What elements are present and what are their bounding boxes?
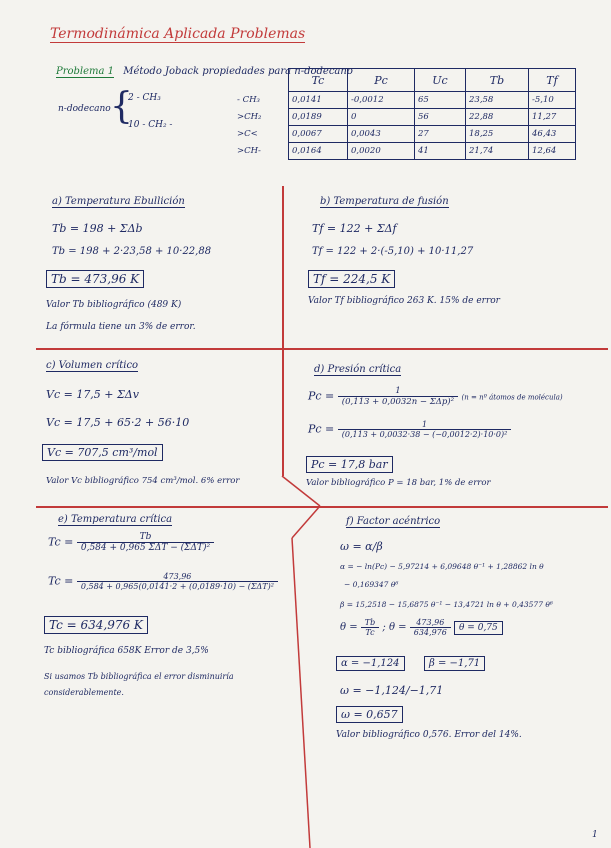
tc-lhs-2: Tc = bbox=[48, 574, 74, 588]
section-c-eq1: Vc = 17,5 + ΣΔv bbox=[46, 388, 139, 401]
section-b-eq2: Tf = 122 + 2·(-5,10) + 10·11,27 bbox=[312, 246, 474, 257]
section-a-eq1: Tb = 198 + ΣΔb bbox=[52, 222, 143, 235]
section-d-result: Pc = 17,8 bar bbox=[306, 456, 393, 473]
group-2: 10 - CH₂ - bbox=[128, 120, 173, 130]
table-cell: - CH₃ bbox=[237, 95, 260, 105]
pc-numerator-2: 1 bbox=[338, 420, 512, 430]
group-1: 2 - CH₃ bbox=[128, 93, 161, 103]
table-cell: 56 bbox=[415, 109, 466, 126]
section-c-eq2: Vc = 17,5 + 65·2 + 56·10 bbox=[46, 416, 190, 429]
section-f-eq1: ω = α/β bbox=[340, 540, 383, 553]
theta-denominator: Tc bbox=[365, 628, 375, 637]
tc-denominator-2: 0,584 + 0,965(0,0141·2 + (0,0189·10) − (ΣΔT)² bbox=[80, 582, 274, 591]
table-cell: -0,0012 bbox=[348, 92, 415, 109]
pc-denominator-1: (0,113 + 0,0032n − ΣΔp)² bbox=[341, 397, 455, 407]
theta-denominator-2: 634,976 bbox=[413, 628, 447, 637]
problem-label: Problema 1 bbox=[56, 66, 115, 77]
page-number: 1 bbox=[592, 830, 598, 840]
section-b-eq1: Tf = 122 + ΣΔf bbox=[312, 222, 397, 235]
table-cell: 0,0141 bbox=[289, 92, 348, 109]
pc-lhs-2: Pc = bbox=[308, 422, 335, 436]
section-b-note: Valor Tf bibliográfico 263 K. 15% de error bbox=[308, 296, 500, 306]
section-c-result: Vc = 707,5 cm³/mol bbox=[42, 444, 163, 461]
table-cell: 46,43 bbox=[529, 126, 576, 143]
section-d-note: Valor bibliográfico P = 18 bar, 1% de error bbox=[306, 478, 491, 488]
table-cell: 21,74 bbox=[466, 143, 529, 160]
section-f-heading: f) Factor acéntrico bbox=[346, 516, 441, 527]
section-e-note1: Tc bibliográfica 658K Error de 3,5% bbox=[44, 646, 209, 656]
compound-name: n-dodecano bbox=[58, 104, 111, 114]
section-e-note2: Si usamos Tb bibliográfica el error disminuiría bbox=[44, 672, 234, 681]
section-d-formula2 bbox=[308, 420, 511, 439]
theta-result: θ = 0,75 bbox=[454, 621, 503, 635]
brace-glyph: { bbox=[110, 86, 133, 127]
section-a-heading: a) Temperatura Ebullición bbox=[52, 196, 185, 207]
table-cell: -5,10 bbox=[529, 92, 576, 109]
pc-numerator: 1 bbox=[338, 386, 458, 397]
theta-fraction-2 bbox=[410, 618, 451, 637]
table-cell: 65 bbox=[415, 92, 466, 109]
beta-result: β = −1,71 bbox=[424, 656, 485, 671]
tc-lhs: Tc = bbox=[48, 535, 74, 549]
table-cell: 27 bbox=[415, 126, 466, 143]
omega-equation: ω = −1,124/−1,71 bbox=[340, 684, 444, 697]
section-d-formula1 bbox=[308, 386, 563, 407]
section-a-eq2: Tb = 198 + 2·23,58 + 10·22,88 bbox=[52, 246, 212, 257]
theta-numerator: Tb bbox=[361, 618, 379, 628]
table-header: Tf bbox=[529, 69, 576, 92]
table-cell: 18,25 bbox=[466, 126, 529, 143]
section-a-note1: Valor Tb bibliográfico (489 K) bbox=[46, 300, 182, 310]
section-f-note: Valor bibliográfico 0,576. Error del 14%. bbox=[336, 730, 522, 740]
table-header: Tb bbox=[466, 69, 529, 92]
table-cell: 0,0067 bbox=[289, 126, 348, 143]
theta-lhs: θ = bbox=[340, 622, 358, 633]
pc-fraction-1 bbox=[338, 386, 458, 407]
section-a-note2: La fórmula tiene un 3% de error. bbox=[46, 322, 196, 332]
table-cell: 0,0043 bbox=[348, 126, 415, 143]
table-cell: 0,0189 bbox=[289, 109, 348, 126]
section-e-formula1 bbox=[48, 532, 214, 553]
section-b-heading: b) Temperatura de fusión bbox=[320, 196, 449, 207]
table-cell: >C< bbox=[237, 129, 258, 139]
table-header: Pc bbox=[348, 69, 415, 92]
section-e-result: Tc = 634,976 K bbox=[44, 616, 148, 634]
tc-fraction-1 bbox=[77, 532, 214, 553]
section-c-heading: c) Volumen crítico bbox=[46, 360, 139, 371]
table-cell: 0,0020 bbox=[348, 143, 415, 160]
pc-condition: (n = nº átomos de molécula) bbox=[461, 393, 563, 402]
omega-result: ω = 0,657 bbox=[336, 706, 403, 723]
section-b-result: Tf = 224,5 K bbox=[308, 270, 395, 288]
section-d-heading: d) Presión crítica bbox=[314, 364, 402, 375]
problem-statement: Método Joback propiedades para n-dodecano bbox=[123, 66, 353, 77]
table-cell: 11,27 bbox=[529, 109, 576, 126]
tc-numerator-2: 473,96 bbox=[77, 572, 278, 582]
theta-mid: ; θ = bbox=[382, 622, 407, 633]
section-a-result: Tb = 473,96 K bbox=[46, 270, 144, 288]
section-f-eq2: α = − ln(Pc) − 5,97214 + 6,09648 θ⁻¹ + 1,28862 ln θ bbox=[340, 562, 544, 571]
table-cell: 12,64 bbox=[529, 143, 576, 160]
pc-fraction-2 bbox=[338, 420, 512, 439]
theta-numerator-2: 473,96 bbox=[410, 618, 451, 628]
section-e-heading: e) Temperatura crítica bbox=[58, 514, 173, 525]
tc-fraction-2 bbox=[77, 572, 278, 591]
pc-denominator-2: (0,113 + 0,0032·38 − (−0,0012·2)·10·0)² bbox=[341, 430, 508, 439]
section-e-note3: considerablemente. bbox=[44, 688, 124, 697]
section-f-eq4: β = 15,2518 − 15,6875 θ⁻¹ − 13,4721 ln θ + 0,43577 θ⁶ bbox=[340, 600, 553, 609]
alpha-result: α = −1,124 bbox=[336, 656, 405, 671]
table-cell: 0,0164 bbox=[289, 143, 348, 160]
section-e-formula2 bbox=[48, 572, 278, 591]
tc-denominator-1: 0,584 + 0,965 ΣΔT − (ΣΔT)² bbox=[80, 543, 211, 553]
theta-fraction-1 bbox=[361, 618, 379, 637]
section-f-eq3: − 0,169347 θ⁶ bbox=[344, 580, 399, 589]
pc-lhs: Pc = bbox=[308, 389, 335, 403]
page-title: Termodinámica Aplicada Problemas bbox=[50, 26, 306, 42]
section-f-theta bbox=[340, 618, 503, 637]
tc-numerator-1: Tb bbox=[77, 532, 214, 543]
table-header: Uc bbox=[415, 69, 466, 92]
table-cell: 23,58 bbox=[466, 92, 529, 109]
table-cell: >CH₂ bbox=[237, 112, 262, 122]
table-cell: 22,88 bbox=[466, 109, 529, 126]
table-cell: >CH- bbox=[237, 146, 261, 156]
table-header: Tc bbox=[289, 69, 348, 92]
table-cell: 41 bbox=[415, 143, 466, 160]
section-c-note: Valor Vc bibliográfico 754 cm³/mol. 6% error bbox=[46, 476, 240, 486]
table-cell: 0 bbox=[348, 109, 415, 126]
